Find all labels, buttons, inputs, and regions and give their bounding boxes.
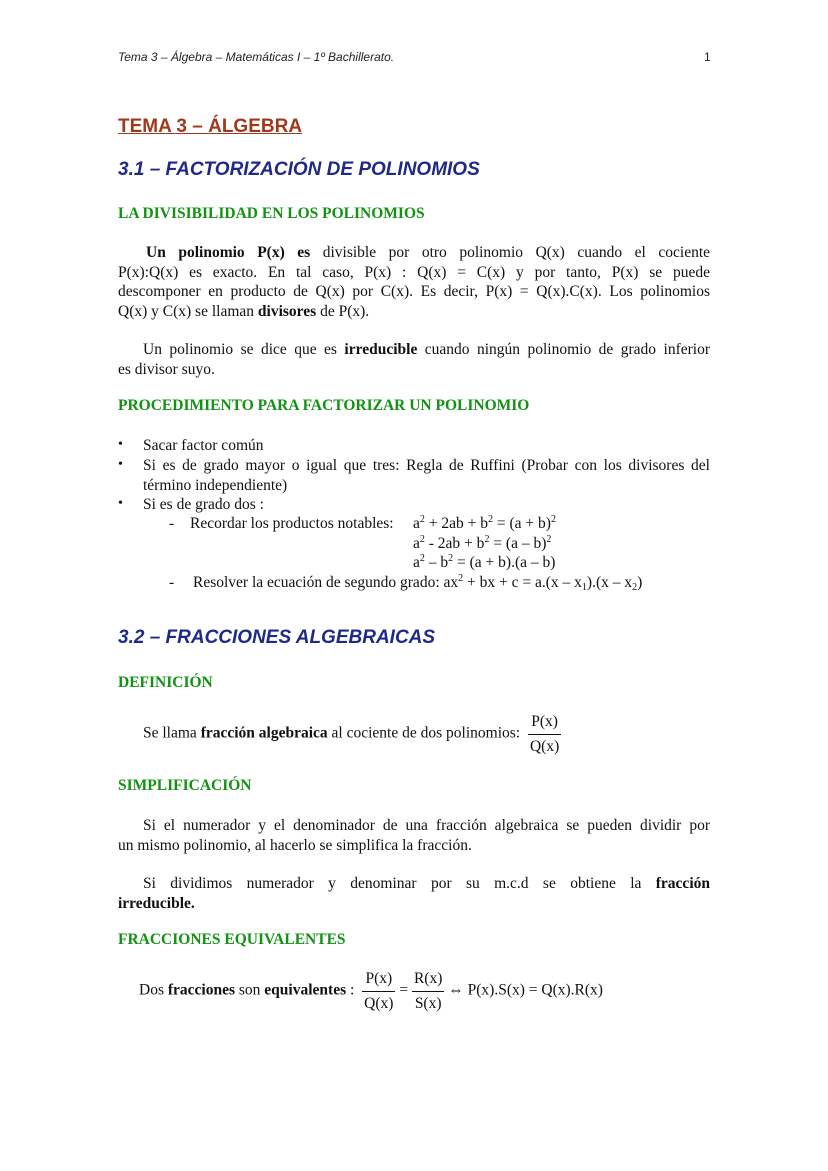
section-title-fracciones: 3.2 – FRACCIONES ALGEBRAICAS (118, 627, 436, 648)
text-line: Q(x) y C(x) se llaman (118, 302, 255, 320)
fraction-denominator: Q(x) (529, 737, 560, 755)
bold-term: divisores (257, 302, 317, 320)
subtitle-simplificacion: SIMPLIFICACIÓN (118, 777, 252, 794)
text-line: divisible por otro polinomio Q(x) cuando el cociente (322, 244, 711, 261)
bullet-icon: • (118, 496, 123, 511)
bold-term: fracción algebraica (200, 724, 328, 742)
bold-term: irreducible. (118, 894, 195, 912)
text-line: un mismo polinomio, al hacerlo se simplifica la fracción. (118, 836, 472, 854)
subscript: 1 (581, 582, 587, 593)
fraction-numerator: P(x) (528, 712, 561, 735)
bold-term: irreducible (344, 341, 418, 358)
fraction-numerator: P(x) (362, 969, 395, 992)
exponent: 2 (419, 553, 425, 564)
text-line: Dos (139, 981, 164, 999)
paragraph-irreducible (118, 340, 710, 379)
bold-term: fracción (655, 875, 710, 892)
bullet-icon: • (118, 457, 123, 472)
text-line: : (349, 981, 355, 999)
definition-line (143, 712, 561, 756)
text-line: Si es de grado mayor o igual que tres: Regla de Ruffini (Probar con los divisores del (143, 457, 710, 474)
exponent: 2 (550, 514, 556, 525)
subtitle-definicion: DEFINICIÓN (118, 674, 213, 691)
text-line: cuando ningún polinomio de grado inferior (424, 341, 710, 358)
exponent: 2 (448, 553, 454, 564)
text-line: Si dividimos numerador y denominar por su m.c.d se obtiene la (143, 875, 642, 892)
main-title: TEMA 3 – ÁLGEBRA (118, 116, 303, 137)
subtitle-procedimiento: PROCEDIMIENTO PARA FACTORIZAR UN POLINOMIO (118, 397, 530, 414)
text-line: es divisor suyo. (118, 360, 215, 378)
formula-part: a (413, 554, 420, 571)
equals-sign: = (399, 981, 409, 999)
text-line: descomponer en producto de Q(x) por C(x). Es decir, P(x) = Q(x).C(x). Los polinomios (118, 283, 710, 300)
exponent: 2 (546, 534, 552, 545)
notables-label: Recordar los productos notables: (190, 515, 394, 532)
paragraph-mcd (118, 874, 710, 913)
formula-part: Resolver la ecuación de segundo grado: ax (193, 574, 459, 591)
equivalence-formula: ⇔ P(x).S(x) = Q(x).R(x) (448, 981, 603, 999)
formula-part: ) (637, 574, 643, 591)
list-item: Si es de grado dos : (143, 496, 264, 513)
quadratic-equation (193, 573, 642, 593)
equivalence-line (139, 969, 603, 1013)
fraction-denominator: S(x) (414, 994, 442, 1012)
paragraph-divisibilidad (118, 243, 710, 321)
formula-part: = (a + b).(a – b) (453, 554, 556, 571)
formula-square-diff (413, 534, 551, 554)
formula-part: = (a + b) (493, 515, 551, 532)
fraction-p-over-q (528, 712, 561, 756)
text-line: al cociente de dos polinomios: (331, 724, 521, 742)
dash-marker: - (169, 515, 175, 532)
formula-sum-by-diff (413, 553, 555, 573)
formula-part: + bx + c = a.(x – x (463, 574, 582, 591)
formula-part: – b (424, 554, 449, 571)
exponent: 2 (419, 534, 425, 545)
exponent: 2 (488, 514, 494, 525)
formula-part: + 2ab + b (424, 515, 489, 532)
running-header: Tema 3 – Álgebra – Matemáticas I – 1º Bachillerato. (118, 50, 395, 64)
fraction-r-over-s (412, 969, 444, 1013)
text-line: son (238, 981, 261, 999)
formula-part: a (413, 515, 420, 532)
exponent: 2 (484, 534, 490, 545)
text-line: Un polinomio se dice que es (143, 341, 337, 358)
text-line: Se llama (143, 724, 197, 742)
formula-part: a (413, 535, 420, 552)
formula-part: - 2ab + b (424, 535, 485, 552)
exponent: 2 (458, 573, 464, 584)
subtitle-divisibilidad: LA DIVISIBILIDAD EN LOS POLINOMIOS (118, 205, 425, 222)
text-line: de P(x). (320, 302, 370, 320)
formula-square-sum (413, 514, 556, 534)
formula-part: ).(x – x (586, 574, 633, 591)
formula-part: = (a – b) (489, 535, 547, 552)
page-number: 1 (704, 50, 711, 64)
subscript: 2 (632, 582, 638, 593)
bold-term: fracciones (167, 981, 235, 999)
bold-term: Un polinomio P(x) es (146, 244, 311, 261)
text-line: término independiente) (143, 476, 288, 494)
section-title-factorizacion: 3.1 – FACTORIZACIÓN DE POLINOMIOS (118, 159, 480, 180)
exponent: 2 (419, 514, 425, 525)
subtitle-equivalentes: FRACCIONES EQUIVALENTES (118, 931, 346, 948)
paragraph-simplificacion (118, 816, 710, 855)
text-line: P(x):Q(x) es exacto. En tal caso, P(x) : Q(x) = C(x) y por tanto, P(x) se puede (118, 263, 710, 281)
fraction-numerator: R(x) (412, 969, 444, 992)
fraction-denominator: Q(x) (364, 994, 394, 1012)
fraction-p-over-q (362, 969, 395, 1013)
bullet-icon: • (118, 437, 123, 452)
bold-term: equivalentes (264, 981, 347, 999)
list-item: Sacar factor común (143, 437, 264, 454)
text-line: Si el numerador y el denominador de una fracción algebraica se pueden dividir por (143, 817, 710, 834)
dash-marker: - (169, 574, 175, 591)
list-item (143, 456, 710, 495)
